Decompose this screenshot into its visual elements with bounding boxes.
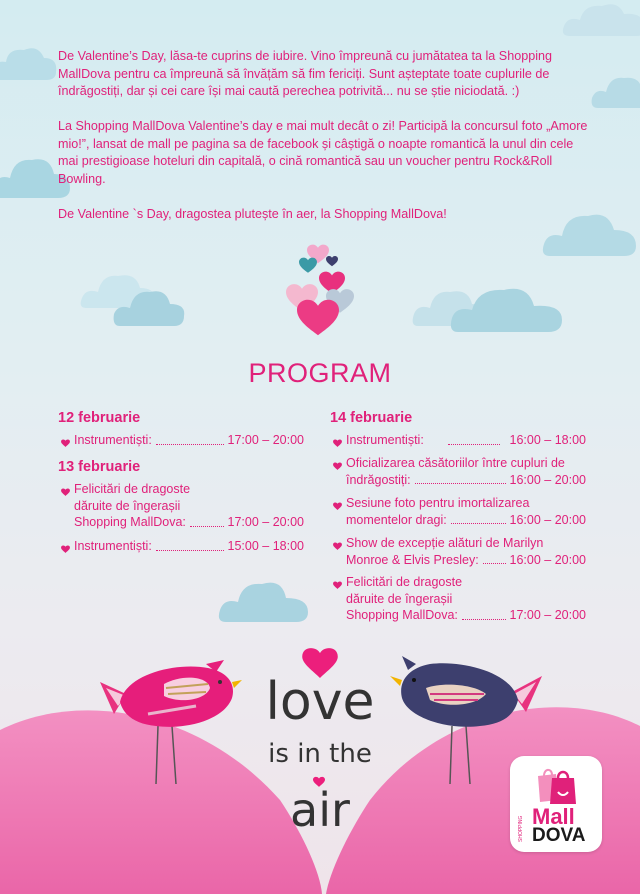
- list-item: [346, 455, 586, 488]
- item-label: Instrumentiști:: [346, 433, 424, 447]
- intro-paragraph-1: De Valentine’s Day, lăsa-te cuprins de iubire. Vino împreună cu jumătatea ta la Shopping MallDova pentru ca împreună să învățăm să fim fericiți. Sunt așteptate toate cuplurile de îndrăgostiți, dar și cei care își mai caută perechea potrivită... nu se știe niciodată. :): [58, 49, 553, 98]
- heart-bullet-icon: [333, 538, 342, 555]
- heart-bullet-icon: [333, 458, 342, 475]
- dot-leader: [156, 443, 224, 445]
- item-label: Instrumentiști:: [74, 433, 152, 447]
- logo-mall: Mall: [532, 804, 575, 829]
- intro-paragraph-2: La Shopping MallDova Valentine’s day e mai mult decât o zi! Participă la concursul foto „Amore mio!”, lansat de mall pe pagina sa de facebook și câștigă o noapte romantică la unul din cele mai prestigioase hoteluri din capitală, o cină romantică sau un voucher pentru Rock&Roll Bowling.: [58, 119, 588, 186]
- item-label: Instrumentiști:: [74, 539, 152, 553]
- item-time: 16:00 – 20:00: [509, 552, 586, 567]
- dot-leader: [483, 562, 506, 564]
- cloud-top-right: [560, 0, 640, 38]
- item-line: Felicitări de dragoste: [74, 482, 191, 496]
- cloud-mid-right-2: [448, 278, 568, 334]
- list-item: [346, 574, 586, 624]
- item-time: 17:00 – 20:00: [227, 433, 304, 447]
- list-item: [74, 481, 304, 531]
- day-14-title: 14 februarie: [330, 410, 413, 426]
- cloud-lower-center: [216, 574, 312, 624]
- program-title: PROGRAM: [248, 358, 392, 388]
- item-line: Felicitări de dragoste: [346, 575, 463, 589]
- slogan-is-in-the: is in the: [268, 739, 372, 769]
- heart-bullet-icon: [333, 435, 342, 452]
- item-line: dăruite de îngerașii: [74, 498, 181, 513]
- list-item: [346, 495, 586, 528]
- item-time: 16:00 – 20:00: [509, 512, 586, 527]
- day-13-title: 13 februarie: [58, 459, 141, 475]
- dot-leader: [415, 482, 506, 484]
- slogan-love: love: [265, 672, 375, 732]
- list-item: [346, 432, 586, 449]
- item-line: Sesiune foto pentru imortalizarea: [346, 496, 530, 510]
- day-12-title: 12 februarie: [58, 410, 141, 426]
- heart-bullet-icon: [61, 435, 70, 452]
- slogan-air: air: [290, 783, 350, 837]
- heart-bullet-icon: [333, 498, 342, 515]
- heart-bullet-icon: [333, 577, 342, 594]
- logo-dova: DOVA: [532, 825, 586, 846]
- list-item: [74, 538, 304, 555]
- item-label: Shopping MallDova:: [346, 608, 458, 622]
- logo-shopping: SHOPPING: [518, 815, 524, 842]
- item-line: dăruite de îngerașii: [346, 591, 453, 606]
- dot-leader: [451, 522, 506, 524]
- cloud-mid-left-2: [112, 282, 188, 328]
- item-time: 15:00 – 18:00: [227, 539, 304, 553]
- item-time: 17:00 – 20:00: [227, 515, 304, 529]
- item-line: Show de excepție alături de Marilyn: [346, 536, 544, 550]
- item-label: îndrăgostiți:: [346, 472, 411, 487]
- item-time: 16:00 – 20:00: [509, 472, 586, 487]
- item-time: 17:00 – 20:00: [509, 608, 586, 622]
- cloud-right-1: [590, 70, 640, 110]
- cloud-top-left: [0, 40, 60, 84]
- item-label: momentelor dragi:: [346, 512, 447, 527]
- list-item: [346, 535, 586, 568]
- heart-bullet-icon: [61, 541, 70, 558]
- dot-leader: [462, 618, 506, 620]
- list-item: [74, 432, 304, 449]
- item-time: 16:00 – 18:00: [509, 433, 586, 447]
- malldova-logo: [510, 756, 602, 852]
- dot-leader: [190, 525, 224, 527]
- shopping-bags-icon: [534, 766, 580, 806]
- intro-paragraph-3: De Valentine `s Day, dragostea plutește în aer, la Shopping MallDova!: [58, 207, 447, 221]
- item-label: Shopping MallDova:: [74, 515, 186, 529]
- item-label: Monroe & Elvis Presley:: [346, 552, 479, 567]
- heart-cluster-icon: [276, 238, 366, 342]
- dot-leader: [448, 443, 500, 445]
- dot-leader: [156, 549, 224, 551]
- item-line: Oficializarea căsătoriilor între cupluri de: [346, 456, 565, 470]
- heart-bullet-icon: [61, 484, 70, 501]
